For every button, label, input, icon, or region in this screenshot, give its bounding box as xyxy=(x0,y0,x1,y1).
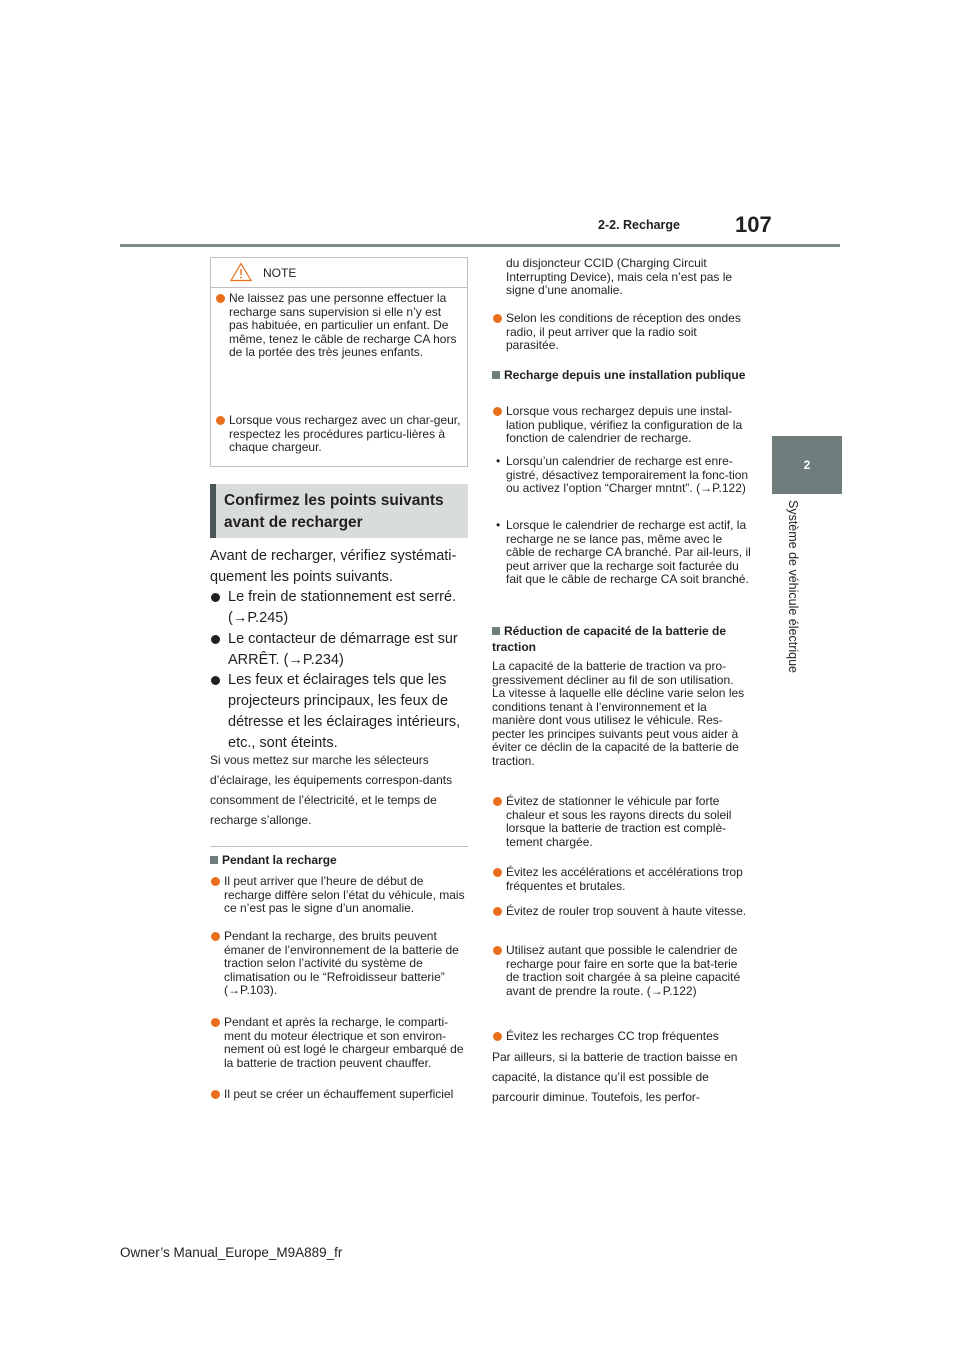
note-item-text: Ne laissez pas une personne effectuer la recharge sans supervision si elle n’y est pas habituée, en particulier un enfant. De même, tenez le câble de recharge CA hors de la portée des très jeunes enfants. xyxy=(229,291,457,359)
subheading-capacity xyxy=(492,623,750,655)
bullet-icon xyxy=(493,314,502,323)
subheading-text: Réduction de capacité de la batterie de traction xyxy=(492,624,727,654)
continuation-text: du disjoncteur CCID (Charging Circuit Interrupting Device), mais cela n’est pas le signe d’une anomalie. xyxy=(506,256,733,297)
list-item xyxy=(506,795,750,849)
list-item xyxy=(224,1088,470,1102)
check-item-text: Le contacteur de démarrage est sur ARRÊT. (→P.234) xyxy=(228,631,458,668)
check-item-text: Les feux et éclairages tels que les projecteurs principaux, les feux de détresse et les éclairages intérieurs, etc., sont éteints. xyxy=(228,672,461,751)
subheading-pendant xyxy=(210,852,468,868)
dot-marker: • xyxy=(496,454,501,468)
bullet-icon xyxy=(493,868,502,877)
bullet-icon xyxy=(216,416,225,425)
note-item xyxy=(229,292,461,360)
list-item-text: Pendant et après la recharge, le comparti-ment du moteur électrique et son environ-nement où est logé le chargeur embarqué de la batterie de traction peuvent chauffer. xyxy=(224,1015,464,1070)
bullet-icon xyxy=(211,877,220,886)
chapter-tab-number: 2 xyxy=(803,458,811,472)
chapter-side-label-text: Système de véhicule électrique xyxy=(786,500,800,674)
bullet-icon xyxy=(493,797,502,806)
check-item xyxy=(228,587,468,629)
square-bullet-icon xyxy=(492,371,500,379)
check-item xyxy=(228,670,468,754)
list-item-text: Utilisez autant que possible le calendrier de recharge pour faire en sorte que la bat-terie de traction soit chargée à sa pleine capacité avant de prendre la route. (→P.122) xyxy=(506,943,741,998)
note-header xyxy=(211,258,467,288)
list-item xyxy=(506,905,750,919)
section-heading xyxy=(210,484,468,538)
dash-item xyxy=(496,518,752,587)
divider xyxy=(210,846,468,847)
bullet-icon xyxy=(211,1090,220,1099)
list-item-text: Lorsque vous rechargez depuis une instal-lation publique, vérifiez la configuration de la fonction de calendrier de recharge. xyxy=(506,404,743,445)
dash-item-text: Lorsque le calendrier de recharge est actif, la recharge ne se lance pas, même avec le câble de recharge CA branché. Par ail-leurs, il peut arriver que la recharge soit facturée du fait que le câble de recharge CA soit branché. xyxy=(506,518,751,586)
bullet-icon xyxy=(211,676,220,685)
square-bullet-icon xyxy=(210,856,218,864)
bullet-icon xyxy=(493,1032,502,1041)
list-item xyxy=(506,944,752,998)
list-item-text: Évitez de rouler trop souvent à haute vitesse. xyxy=(506,904,747,918)
list-item-text: Évitez les recharges CC trop fréquentes xyxy=(506,1029,719,1043)
footer-text: Owner’s Manual_Europe_M9A889_fr xyxy=(120,1245,343,1260)
list-item xyxy=(506,405,752,446)
list-item-text: Évitez de stationner le véhicule par forte chaleur et sous les rayons directs du soleil lorsque la batterie de traction est complè-tement chargée. xyxy=(506,794,732,849)
note-box xyxy=(210,257,468,467)
bullet-icon xyxy=(216,294,225,303)
closing-paragraph: Par ailleurs, si la batterie de traction baisse en capacité, la distance qu’il est possible de parcourir diminue. Toutefois, les perfor- xyxy=(492,1050,738,1104)
section-heading-title: Confirmez les points suivants avant de recharger xyxy=(224,492,444,531)
subheading-public xyxy=(492,367,750,383)
capacity-paragraph: La capacité de la batterie de traction va pro-gressivement décliner au fil de son utilisation. La vitesse à laquelle elle décline varie selon les conditions tenant à l’environnement et la manière dont vous utilisez le véhicule. Res-pecter les principes suivants peut vous aider à éviter ce déclin de la capacité de la batterie de traction. xyxy=(492,659,745,768)
note-title: NOTE xyxy=(263,266,297,280)
bullet-icon xyxy=(211,593,220,602)
bullet-icon xyxy=(211,1018,220,1027)
bullet-icon xyxy=(211,932,220,941)
list-item xyxy=(224,1016,466,1070)
dot-marker: • xyxy=(496,518,501,532)
list-item-text: Selon les conditions de réception des ondes radio, il peut arriver que la radio soit parasitée. xyxy=(506,311,741,352)
list-item-text: Il peut se créer un échauffement superficiel xyxy=(224,1087,454,1101)
list-item xyxy=(506,312,750,353)
chapter-side-label xyxy=(784,500,804,740)
note-item-text: Lorsque vous rechargez avec un char-geur, respectez les procédures particu-lières à chaque chargeur. xyxy=(229,413,461,454)
square-bullet-icon xyxy=(492,627,500,635)
subheading-text: Pendant la recharge xyxy=(222,853,337,867)
dash-item xyxy=(496,454,752,496)
bullet-icon xyxy=(493,407,502,416)
header-section-title: 2-2. Recharge xyxy=(598,218,680,232)
list-item xyxy=(224,875,466,916)
bullet-icon xyxy=(493,946,502,955)
section-intro: Avant de recharger, vérifiez systémati-quement les points suivants. xyxy=(210,548,457,585)
header-rule xyxy=(120,244,840,247)
note-item xyxy=(229,414,461,455)
list-item-text: Pendant la recharge, des bruits peuvent émaner de l’environnement de la batterie de traction selon l’activité du système de climatisation ou le “Refroidisseur batterie” (→P.103). xyxy=(224,929,459,997)
list-item xyxy=(506,866,750,893)
bullet-icon xyxy=(493,907,502,916)
warning-icon xyxy=(230,262,252,282)
list-item xyxy=(224,930,466,998)
bullet-icon xyxy=(211,635,220,644)
section-heading-bar xyxy=(210,484,216,538)
subheading-text: Recharge depuis une installation publique xyxy=(504,368,746,382)
dash-item-text: Lorsqu’un calendrier de recharge est enre-gistré, désactivez temporairement la fonc-tion ou activez l’option “Charger mntnt”. (→P.122) xyxy=(506,454,749,495)
check-item-text: Le frein de stationnement est serré. (→P.245) xyxy=(228,589,457,626)
list-item-text: Il peut arriver que l’heure de début de recharge diffère selon l’état du véhicule, mais ce n’est pas le signe d’un anomalie. xyxy=(224,874,465,915)
check-item xyxy=(228,629,468,671)
list-item-text: Évitez les accélérations et accélérations trop fréquentes et brutales. xyxy=(506,865,743,893)
lighting-note: Si vous mettez sur marche les sélecteurs d’éclairage, les équipements correspon-dants consomment de l’électricité, et le temps de recharge s’allonge. xyxy=(210,753,453,827)
list-item xyxy=(506,1030,750,1044)
page-number: 107 xyxy=(735,212,772,237)
